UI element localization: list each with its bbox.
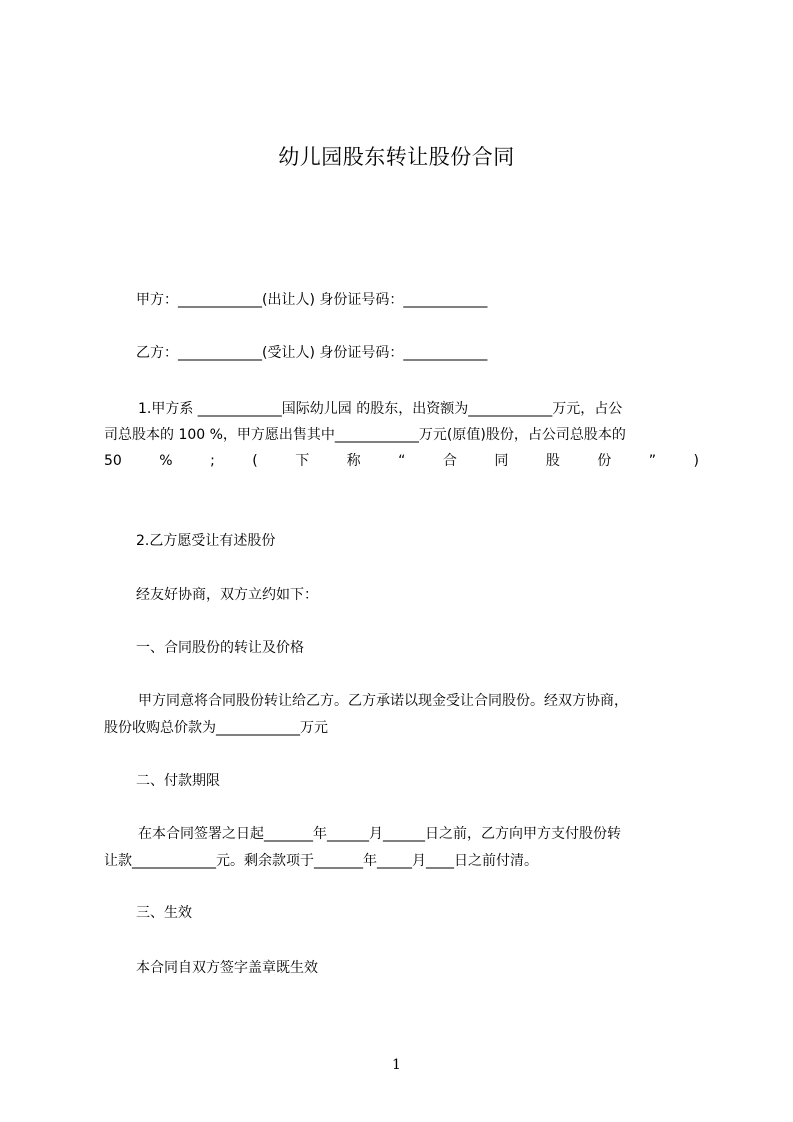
clause-token: 下 [295, 453, 310, 469]
clause-token: 股 [545, 453, 560, 469]
intro-line: 经友好协商，双方立约如下： [136, 587, 318, 603]
party-b-line: 乙方：____________(受让人) 身份证号码：____________ [136, 345, 488, 361]
clause-token: 50 [104, 453, 122, 469]
section-1-heading: 一、合同股份的转让及价格 [136, 640, 304, 656]
clause-token: 称 [346, 453, 361, 469]
section-2-line-1: 在本合同签署之日起_______年______月______日之前，乙方向甲方支付股份转 [138, 826, 621, 842]
clause-2-line: 2.乙方愿受让有述股份 [136, 533, 276, 549]
page-title: 幼儿园股东转让股份合同 [278, 145, 515, 169]
clause-token: “ [398, 453, 406, 469]
section-3-line-1: 本合同自双方签字盖章既生效 [136, 960, 318, 976]
party-a-line: 甲方：____________(出让人) 身份证号码：____________ [136, 292, 488, 308]
clause-token: 合 [442, 453, 457, 469]
page-number: 1 [392, 1057, 401, 1073]
section-1-line-2: 股份收购总价款为____________万元 [104, 720, 328, 736]
clause-token: ( [252, 453, 258, 469]
section-2-line-2: 让款____________元。剩余款项于_______年_____月____日之前付清。 [104, 853, 538, 869]
section-2-heading: 二、付款期限 [136, 773, 220, 789]
clause-1-line-3 [104, 451, 699, 471]
clause-token: ) [693, 453, 699, 469]
clause-token: ; [210, 453, 215, 469]
clause-1-line-2: 司总股本的 100 %，甲方愿出售其中____________万元(原值)股份，占公司总股本的 [104, 427, 626, 443]
clause-1-line-1: 1.甲方系 ____________国际幼儿园 的股东，出资额为____________万元，占公 [138, 401, 623, 417]
clause-token: % [159, 453, 173, 469]
clause-token: 同 [494, 453, 509, 469]
clause-token: ” [648, 453, 657, 469]
section-3-heading: 三、生效 [136, 905, 192, 921]
section-1-line-1: 甲方同意将合同股份转让给乙方。乙方承诺以现金受让合同股份。经双方协商， [138, 693, 628, 709]
clause-token: 份 [597, 453, 612, 469]
